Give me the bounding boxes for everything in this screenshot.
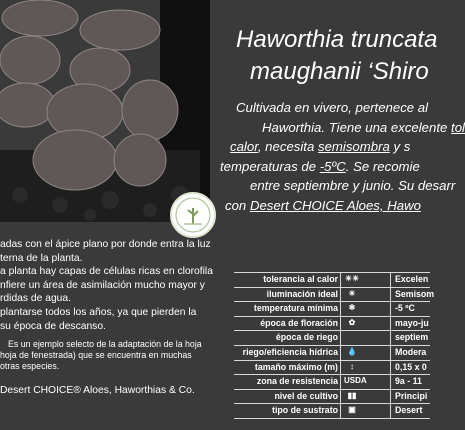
link-tolerancia[interactable]: tol (451, 119, 465, 135)
size-icon: ↕ (350, 361, 354, 371)
water-drop-icon: 💧 (347, 346, 357, 356)
row-label: tamaño máximo (m) (254, 361, 338, 372)
table-row (234, 331, 430, 346)
row-value: Desert (395, 405, 423, 416)
note-line-3: otras especies. (0, 361, 60, 372)
row-label: época de floración (260, 317, 338, 328)
desc-line-5: entre septiembre y junio. Su desarr (250, 178, 456, 193)
desc-line-6: con (225, 197, 250, 213)
table-row (234, 404, 430, 419)
column-divider (340, 302, 341, 316)
description (220, 98, 465, 215)
desc-line-1: Cultivada en vivero, pertenece al (236, 100, 429, 115)
row-label: temperatura mínima (253, 303, 338, 314)
table-row (234, 317, 430, 332)
link-desert-choice[interactable]: Desert CHOICE Aloes, Hawo (249, 197, 421, 213)
left-description (0, 238, 225, 398)
row-label: tipo de sustrato (272, 405, 338, 416)
column-divider (390, 288, 391, 302)
link-temperatura[interactable]: -5ºC (319, 158, 346, 174)
column-divider (340, 317, 341, 331)
flower-icon: ✿ (348, 317, 356, 327)
column-divider (340, 346, 341, 360)
table-row (234, 361, 430, 376)
desc-line-4: temperaturas de (220, 158, 320, 174)
row-label: riego/eficiencia hídrica (242, 346, 338, 357)
row-value: 9a - 11 (395, 376, 422, 387)
column-divider (340, 375, 341, 389)
column-divider (340, 404, 341, 418)
desc-line-4-end: . Se recomie (345, 158, 420, 174)
plant-photo (0, 0, 210, 222)
table-row (234, 346, 430, 361)
column-divider (390, 331, 391, 345)
table-row (234, 302, 430, 317)
left-line-5: rdidas de agua. (0, 293, 71, 305)
column-divider (340, 361, 341, 375)
row-value: mayo-ju (395, 317, 429, 328)
table-row (234, 288, 435, 303)
left-line-6: plantarse todos los años, ya que pierden la (0, 306, 197, 318)
column-divider (390, 346, 391, 360)
column-divider (390, 361, 391, 375)
level-icon: ▮▮ (347, 390, 357, 400)
column-divider (340, 331, 341, 345)
desert-choice-logo (170, 192, 216, 238)
desc-line-3: , necesita (257, 139, 318, 154)
title-line-2: maughanii ‘Shiro (250, 58, 429, 85)
row-value: septiem (395, 332, 429, 343)
substrate-icon: ▣ (348, 405, 356, 415)
row-label: nivel de cultivo (274, 390, 338, 401)
row-label: tolerancia al calor (263, 274, 338, 284)
heat-icon: ☀☀ (344, 274, 360, 283)
column-divider (390, 390, 391, 404)
properties-table (234, 272, 435, 419)
left-line-7: su época de descanso. (0, 320, 106, 332)
column-divider (340, 288, 341, 302)
row-value: Modera (395, 346, 427, 357)
column-divider (340, 273, 341, 287)
desc-line-3-end: y s (389, 139, 411, 154)
row-value: -5 ºC (395, 303, 415, 314)
link-calor[interactable]: calor (230, 139, 258, 154)
column-divider (340, 390, 341, 404)
title-line-1: Haworthia truncata (236, 26, 438, 53)
row-label: zona de resistencia (256, 376, 338, 387)
left-line-2: terna de la planta. (0, 252, 83, 264)
column-divider (390, 302, 391, 316)
desc-line-2: Haworthia. Tiene una excelente (262, 119, 452, 135)
left-line-3: a planta hay capas de células ricas en clorofila (0, 266, 213, 278)
brand-line: Desert CHOICE® Aloes, Haworthias & Co. (0, 385, 195, 397)
table-row (234, 375, 430, 390)
sun-icon: ☀ (348, 288, 356, 298)
note-line-2: hoja de fenestrada) que se encuentra en muchas (0, 350, 192, 361)
row-value: Semisom (395, 288, 435, 299)
column-divider (390, 375, 391, 389)
column-divider (390, 404, 391, 418)
row-value: 0,15 x 0 (395, 361, 427, 372)
row-value: Principi (395, 390, 428, 401)
snowflake-icon: ❄ (348, 303, 356, 313)
column-divider (390, 317, 391, 331)
row-label: iluminación ideal (266, 288, 338, 299)
note-line-1: Es un ejemplo selecto de la adaptación de la hoja (8, 339, 202, 350)
left-line-4: nfiere un área de asimilación mucho mayor y (0, 279, 205, 291)
row-value: Excelen (395, 274, 429, 284)
row-label: época de riego (275, 332, 338, 343)
usda-icon: USDA (344, 376, 367, 386)
table-row (234, 390, 430, 405)
column-divider (390, 273, 391, 287)
left-line-1: adas con el ápice plano por donde entra la luz (0, 239, 211, 250)
table-row (234, 272, 430, 288)
link-semisombra[interactable]: semisombra (317, 139, 390, 154)
